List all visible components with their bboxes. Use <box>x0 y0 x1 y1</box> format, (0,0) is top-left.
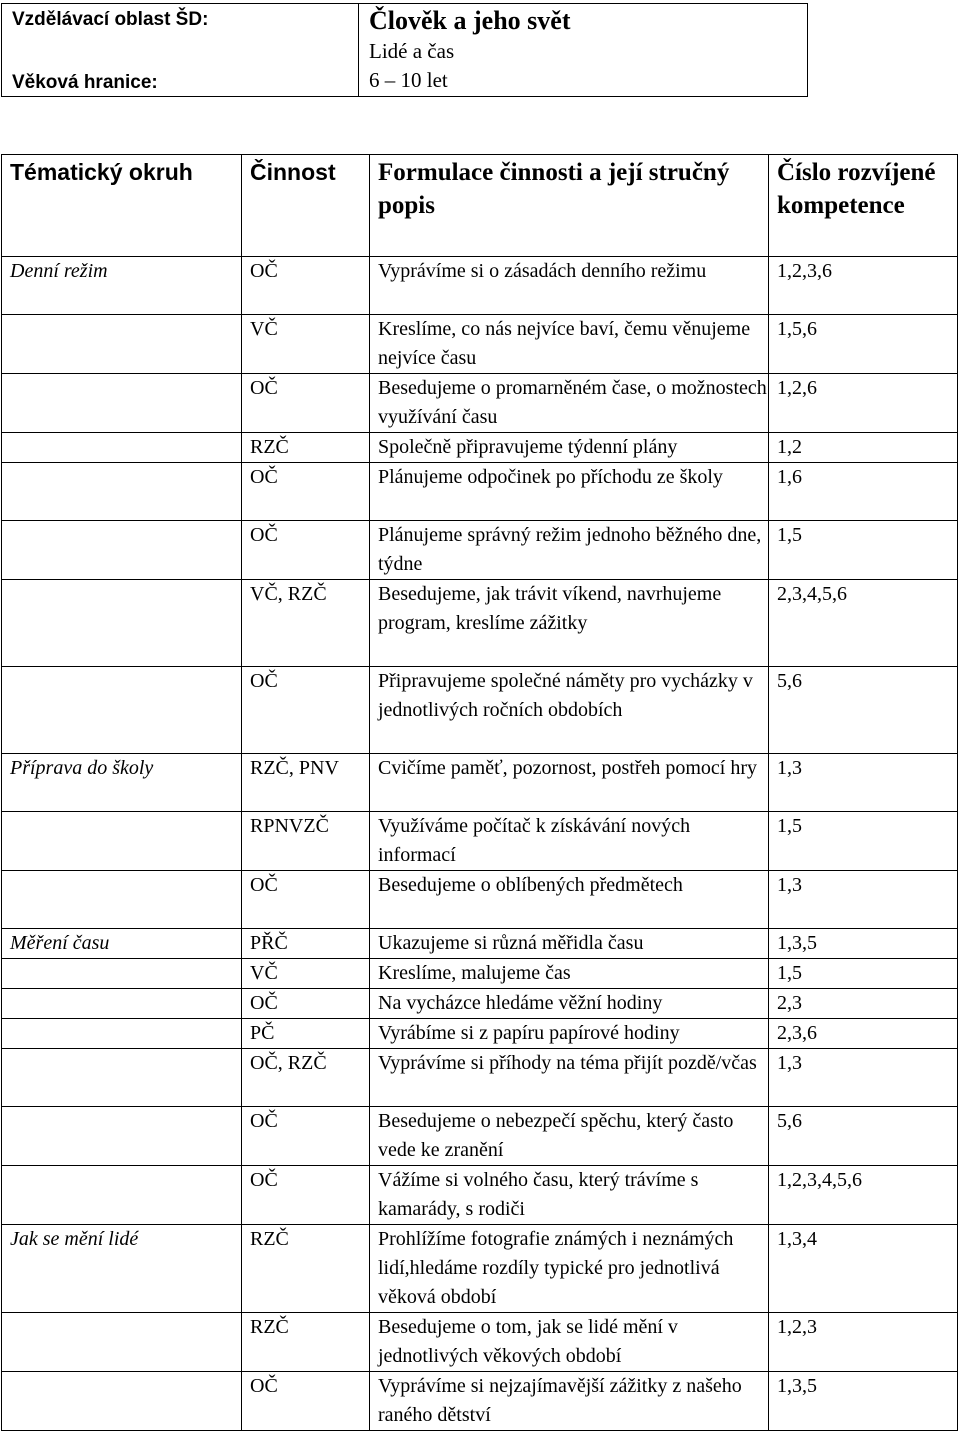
cell-description: Cvičíme paměť, pozornost, postřeh pomocí hry <box>370 754 769 812</box>
table-row <box>2 1225 958 1313</box>
cell-activity: OČ <box>242 871 370 929</box>
cell-description: Plánujeme správný režim jednoho běžného dne, týdne <box>370 521 769 580</box>
cell-activity: RPNVZČ <box>242 812 370 871</box>
cell-description: Společně připravujeme týdenní plány <box>370 433 769 463</box>
cell-description: Na vycházce hledáme věžní hodiny <box>370 989 769 1019</box>
cell-competence: 1,3 <box>769 871 958 929</box>
cell-description: Vyprávíme si nejzajímavější zážitky z našeho raného dětství <box>370 1372 769 1431</box>
cell-topic <box>2 1313 242 1372</box>
header-values-cell <box>359 4 808 97</box>
cell-competence: 1,3,5 <box>769 929 958 959</box>
cell-topic: Měření času <box>2 929 242 959</box>
cell-competence: 1,6 <box>769 463 958 521</box>
cell-competence: 5,6 <box>769 667 958 754</box>
age-value: 6 – 10 let <box>369 68 448 92</box>
cell-topic <box>2 1019 242 1049</box>
cell-activity: RZČ <box>242 1313 370 1372</box>
table-row <box>2 1166 958 1225</box>
cell-topic <box>2 1166 242 1225</box>
cell-topic <box>2 667 242 754</box>
table-row <box>2 989 958 1019</box>
cell-competence: 1,5,6 <box>769 315 958 374</box>
activities-table <box>1 154 958 1431</box>
cell-activity: RZČ <box>242 1225 370 1313</box>
cell-competence: 1,2,6 <box>769 374 958 433</box>
cell-topic: Příprava do školy <box>2 754 242 812</box>
cell-activity: OČ <box>242 1372 370 1431</box>
cell-description: Prohlížíme fotografie známých i neznámých lidí,hledáme rozdíly typické pro jednotlivá věková období <box>370 1225 769 1313</box>
cell-topic <box>2 871 242 929</box>
cell-competence: 1,5 <box>769 521 958 580</box>
area-label: Vzdělávací oblast ŠD: <box>12 9 209 30</box>
cell-topic <box>2 959 242 989</box>
cell-description: Využíváme počítač k získávání nových informací <box>370 812 769 871</box>
cell-activity: OČ <box>242 521 370 580</box>
table-row <box>2 433 958 463</box>
cell-description: Besedujeme o tom, jak se lidé mění v jednotlivých věkových období <box>370 1313 769 1372</box>
header-table <box>1 3 808 97</box>
cell-activity: VČ, RZČ <box>242 580 370 667</box>
table-row <box>2 929 958 959</box>
cell-activity: OČ <box>242 257 370 315</box>
table-row <box>2 1049 958 1107</box>
cell-competence: 2,3 <box>769 989 958 1019</box>
cell-description: Ukazujeme si různá měřidla času <box>370 929 769 959</box>
table-row <box>2 1107 958 1166</box>
table-row <box>2 315 958 374</box>
column-header-description: Formulace činnosti a její stručný popis <box>370 155 769 257</box>
cell-topic <box>2 433 242 463</box>
cell-description: Besedujeme o nebezpečí spěchu, který často vede ke zranění <box>370 1107 769 1166</box>
cell-description: Plánujeme odpočinek po příchodu ze školy <box>370 463 769 521</box>
cell-competence: 1,5 <box>769 959 958 989</box>
cell-competence: 1,3,5 <box>769 1372 958 1431</box>
table-row <box>2 1313 958 1372</box>
column-header-activity: Činnost <box>242 155 370 257</box>
cell-topic: Jak se mění lidé <box>2 1225 242 1313</box>
cell-description: Vyprávíme si příhody na téma přijít pozdě/včas <box>370 1049 769 1107</box>
cell-description: Vyrábíme si z papíru papírové hodiny <box>370 1019 769 1049</box>
table-row <box>2 959 958 989</box>
cell-activity: OČ <box>242 667 370 754</box>
table-row <box>2 812 958 871</box>
cell-description: Vážíme si volného času, který trávíme s kamarády, s rodiči <box>370 1166 769 1225</box>
cell-description: Připravujeme společné náměty pro vycházky v jednotlivých ročních obdobích <box>370 667 769 754</box>
cell-topic <box>2 580 242 667</box>
cell-activity: OČ <box>242 1166 370 1225</box>
cell-description: Kreslíme, malujeme čas <box>370 959 769 989</box>
header-labels-cell <box>2 4 359 97</box>
cell-topic <box>2 1107 242 1166</box>
area-value: Člověk a jeho svět <box>369 6 571 35</box>
cell-activity: PČ <box>242 1019 370 1049</box>
column-header-competence: Číslo rozvíjené kompetence <box>769 155 958 257</box>
cell-topic <box>2 1049 242 1107</box>
cell-activity: OČ <box>242 463 370 521</box>
cell-description: Besedujeme o oblíbených předmětech <box>370 871 769 929</box>
cell-topic <box>2 989 242 1019</box>
table-row <box>2 754 958 812</box>
table-row <box>2 667 958 754</box>
cell-activity: RZČ, PNV <box>242 754 370 812</box>
table-row <box>2 521 958 580</box>
table-row <box>2 374 958 433</box>
table-row <box>2 1019 958 1049</box>
cell-competence: 1,3,4 <box>769 1225 958 1313</box>
subarea-value: Lidé a čas <box>369 39 455 63</box>
cell-description: Vyprávíme si o zásadách denního režimu <box>370 257 769 315</box>
cell-activity: OČ <box>242 989 370 1019</box>
cell-topic <box>2 374 242 433</box>
cell-activity: VČ <box>242 959 370 989</box>
table-header-row <box>2 155 958 257</box>
table-row <box>2 580 958 667</box>
cell-description: Besedujeme o promarněném čase, o možnostech využívání času <box>370 374 769 433</box>
cell-competence: 1,2,3 <box>769 1313 958 1372</box>
cell-competence: 2,3,6 <box>769 1019 958 1049</box>
cell-activity: OČ <box>242 1107 370 1166</box>
cell-competence: 1,2,3,6 <box>769 257 958 315</box>
cell-topic <box>2 1372 242 1431</box>
cell-competence: 1,3 <box>769 1049 958 1107</box>
age-label: Věková hranice: <box>12 72 158 93</box>
cell-topic <box>2 521 242 580</box>
table-row <box>2 1372 958 1431</box>
cell-description: Kreslíme, co nás nejvíce baví, čemu věnujeme nejvíce času <box>370 315 769 374</box>
cell-activity: OČ, RZČ <box>242 1049 370 1107</box>
cell-topic <box>2 315 242 374</box>
cell-description: Besedujeme, jak trávit víkend, navrhujeme program, kreslíme zážitky <box>370 580 769 667</box>
table-row <box>2 463 958 521</box>
cell-competence: 5,6 <box>769 1107 958 1166</box>
table-row <box>2 257 958 315</box>
cell-topic <box>2 812 242 871</box>
cell-competence: 1,5 <box>769 812 958 871</box>
cell-competence: 2,3,4,5,6 <box>769 580 958 667</box>
cell-competence: 1,2 <box>769 433 958 463</box>
cell-activity: OČ <box>242 374 370 433</box>
cell-competence: 1,2,3,4,5,6 <box>769 1166 958 1225</box>
cell-topic: Denní režim <box>2 257 242 315</box>
cell-competence: 1,3 <box>769 754 958 812</box>
cell-activity: VČ <box>242 315 370 374</box>
column-header-topic: Tématický okruh <box>2 155 242 257</box>
cell-topic <box>2 463 242 521</box>
cell-activity: RZČ <box>242 433 370 463</box>
table-row <box>2 871 958 929</box>
cell-activity: PŘČ <box>242 929 370 959</box>
